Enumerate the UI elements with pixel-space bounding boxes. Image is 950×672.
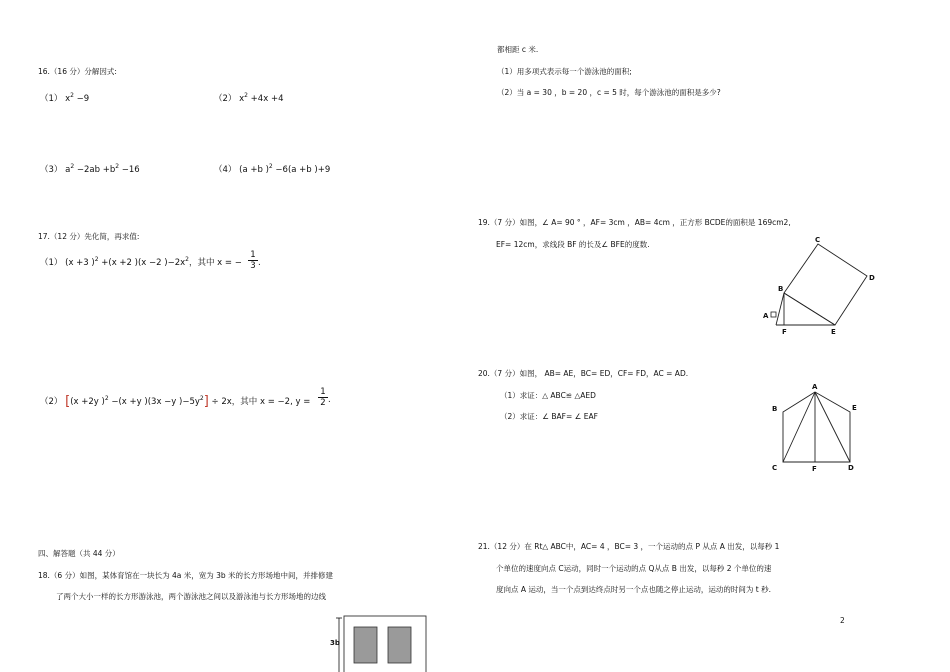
q17-part1-end: . — [258, 258, 261, 268]
exponent: 2 — [199, 395, 204, 402]
math-term: x — [65, 94, 71, 104]
swimming-pool-left — [354, 627, 377, 663]
q16-heading: 16.（16 分）分解因式: — [38, 67, 117, 76]
q16-part2 — [214, 94, 283, 105]
label-c: C — [772, 464, 778, 472]
q16-part3 — [40, 165, 140, 176]
q18-continued-line3: （2）当 a = 30 ，b = 20 ，c = 5 时，每个游泳池的面积是多少? — [497, 88, 721, 97]
math-term: −9 — [73, 94, 90, 104]
label-d: D — [869, 274, 875, 282]
part-label: （2） — [214, 94, 237, 104]
label-b: B — [778, 285, 784, 293]
label-b: B — [772, 405, 778, 413]
label-d: D — [848, 464, 854, 472]
math-term: x — [239, 94, 245, 104]
page-number: 2 — [840, 616, 845, 625]
q20-line2: （1）求证：△ ABC≌ △AED — [500, 391, 596, 400]
q16-part4 — [214, 165, 330, 176]
q17-part2-end: . — [328, 395, 331, 405]
swimming-pool-figure — [330, 612, 430, 672]
q16-part1 — [40, 94, 89, 105]
q21-line1: 21.（12 分）在 Rt△ ABC中，AC= 4 ，BC= 3 ，一个运动的点 P 从点 A 出发，以每秒 1 — [478, 542, 780, 551]
fraction-denominator: 2 — [318, 397, 328, 408]
section-4-heading: 四、解答题（共 44 分） — [38, 549, 120, 558]
q20-line1: 20.（7 分）如图， AB= AE，BC= ED，CF= FD，AC = AD. — [478, 369, 689, 378]
q17-part1 — [40, 258, 242, 269]
math-term: (x +2y ) — [70, 397, 105, 407]
label-a: A — [812, 383, 818, 391]
q19-geometry-figure — [760, 232, 880, 342]
label-c: C — [815, 236, 821, 244]
exponent: 2 — [115, 163, 120, 170]
part-label: （1） — [40, 258, 63, 268]
q21-line2: 个单位的速度向点 C运动，同时一个运动的点 Q从点 B 出发，以每秒 2 个单位的速 — [496, 564, 772, 573]
q21-line3: 度向点 A 运动，当一个点到达终点时另一个点也随之停止运动，运动的时间为 t 秒. — [496, 585, 771, 594]
fraction-denominator: 3 — [248, 260, 258, 271]
math-term: +(x +2 )(x −2 )−2x — [98, 258, 186, 268]
q17-part2-fraction — [318, 387, 328, 408]
exponent: 2 — [70, 92, 74, 99]
exponent: 2 — [185, 256, 189, 263]
exponent: 2 — [94, 256, 99, 263]
math-term: −2ab +b — [74, 165, 116, 175]
swimming-pool-right — [388, 627, 411, 663]
math-term: ÷ 2x，其中 x = −2, y = — [208, 397, 311, 407]
q20-line3: （2）求证：∠ BAF= ∠ EAF — [500, 412, 598, 421]
exponent: 2 — [70, 163, 75, 170]
fraction-numerator: 1 — [320, 387, 326, 397]
q18-line1: 18.（6 分）如图，某体育馆在一块长为 4a 米，宽为 3b 米的长方形场地中间，并排修建 — [38, 571, 334, 580]
q17-part1-fraction — [248, 250, 258, 271]
q18-continued-line2: （1）用多项式表示每一个游泳池的面积; — [497, 67, 632, 76]
label-f: F — [782, 328, 787, 336]
label-e: E — [831, 328, 836, 336]
math-term: a — [65, 165, 71, 175]
q17-part2 — [40, 395, 310, 408]
exponent: 2 — [268, 163, 273, 170]
left-bracket: [ — [65, 394, 71, 409]
math-term: (x +3 ) — [65, 258, 95, 268]
label-f: F — [812, 465, 817, 473]
q19-line2: EF= 12cm，求线段 BF 的长及∠ BFE的度数. — [496, 240, 650, 249]
part-label: （1） — [40, 94, 63, 104]
q18-line2: 了两个大小一样的长方形游泳池，两个游泳池之间以及游泳池与长方形场地的边线 — [56, 592, 326, 601]
math-term: −(x +y )(3x −y )−5y — [108, 397, 200, 407]
exponent: 2 — [104, 395, 109, 402]
q18-continued-line1: 都相距 c 米. — [497, 45, 539, 54]
part-label: （4） — [214, 165, 237, 175]
math-term: −6(a +b )+9 — [272, 165, 331, 175]
math-term: (a +b ) — [239, 165, 269, 175]
label-a: A — [763, 312, 769, 320]
part-label: （2） — [40, 397, 63, 407]
fig-label-3b: 3b — [330, 639, 340, 647]
q20-pentagon-figure — [768, 380, 868, 475]
math-term: +4x +4 — [247, 94, 284, 104]
q17-heading: 17.（12 分）先化简，再求值: — [38, 232, 140, 241]
label-e: E — [852, 404, 857, 412]
math-term: ，其中 x = − — [188, 258, 242, 268]
right-bracket: ] — [203, 394, 209, 409]
fraction-numerator: 1 — [250, 250, 256, 260]
q19-line1: 19.（7 分）如图，∠ A= 90 ° ，AF= 3cm ，AB= 4cm ，正方形 BCDE的面积是 169cm2, — [478, 218, 791, 227]
part-label: （3） — [40, 165, 63, 175]
exponent: 2 — [244, 92, 248, 99]
math-term: −16 — [119, 165, 140, 175]
